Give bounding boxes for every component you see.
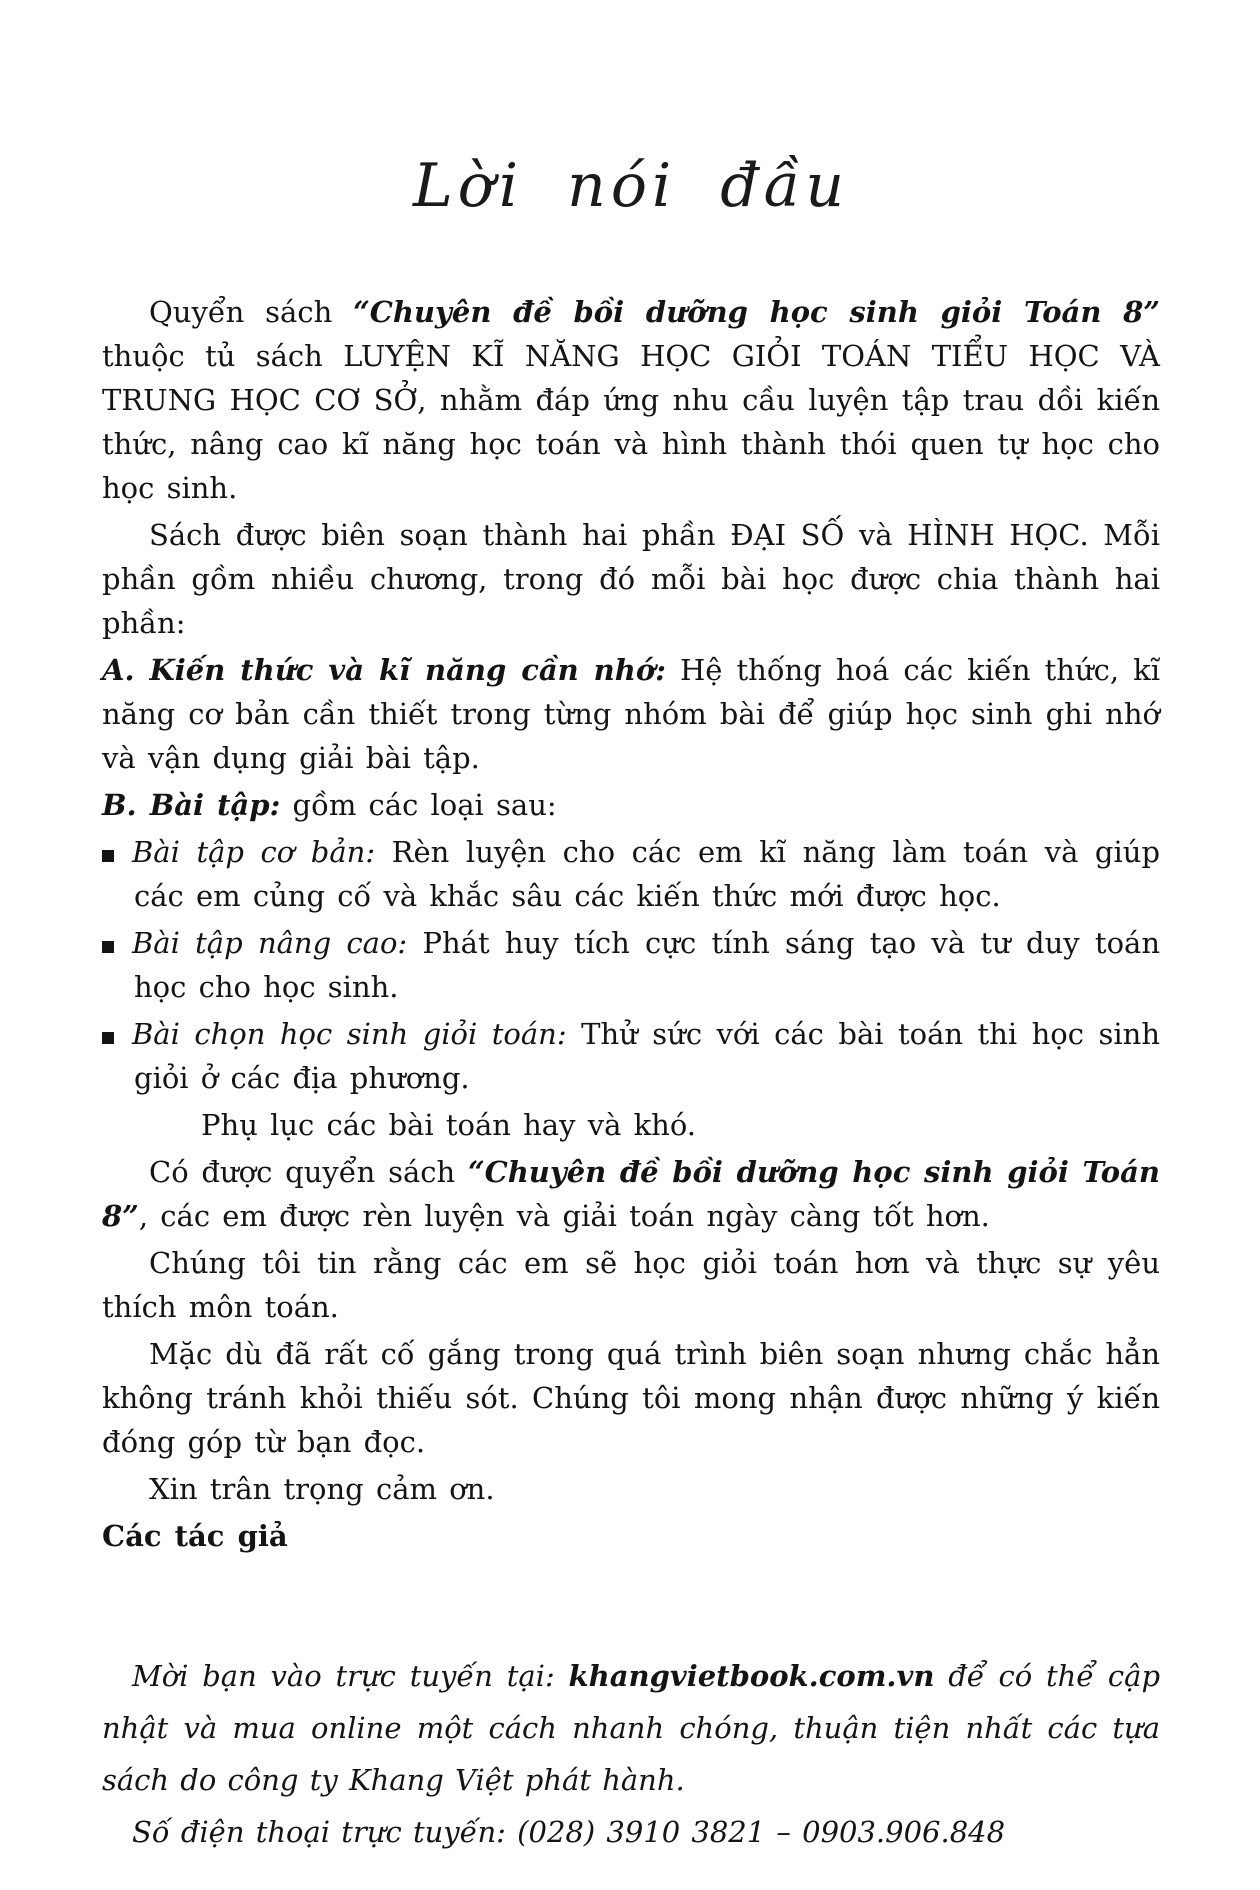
bullet-square-icon: [102, 1032, 114, 1044]
bullet-basic-text: Rèn luyện cho các em kĩ năng làm toán và giúp các em củng cố và khắc sâu các kiến thức mới được học.: [134, 835, 1161, 913]
bullet-item-contest: [102, 1012, 1160, 1100]
paragraph-structure: Sách được biên soạn thành hai phần ĐẠI SỐ và HÌNH HỌC. Mỗi phần gồm nhiều chương, trong đó mỗi bài học được chia thành hai phần:: [102, 518, 1160, 640]
section-b-text: gồm các loại sau:: [280, 788, 557, 822]
book-title-text: “Chuyên đề bồi dưỡng học sinh giỏi Toán 8”: [102, 1155, 1160, 1233]
intro-lead-text: Quyển sách: [149, 295, 354, 329]
section-b: [102, 783, 1160, 827]
website-text: khangvietbook.com.vn: [568, 1659, 935, 1693]
bullet-basic-label: Bài tập cơ bản:: [132, 835, 376, 869]
section-a-label: A. Kiến thức và kĩ năng cần nhớ:: [102, 653, 666, 687]
footer-online-note: [102, 1650, 1160, 1806]
section-a: [102, 648, 1160, 780]
publisher-footer: [102, 1650, 1160, 1858]
benefit-rest-text: , các em được rèn luyện và giải toán ngày càng tốt hơn.: [138, 1199, 990, 1233]
footer-phone-note: Số điện thoại trực tuyến: (028) 3910 3821 – 0903.906.848: [132, 1815, 1006, 1849]
book-title-text: “Chuyên đề bồi dưỡng học sinh giỏi Toán 8”: [353, 295, 1160, 329]
footer-lead-text: Mời bạn vào trực tuyến tại:: [132, 1659, 569, 1693]
bullet-contest-text: Thử sức với các bài toán thi học sinh giỏi ở các địa phương.: [134, 1017, 1160, 1095]
footer-rest-text: để có thể cập nhật và mua online một cách nhanh chóng, thuận tiện nhất các tựa sách do công ty Khang Việt phát hành.: [102, 1659, 1161, 1797]
paragraph-appendix: Phụ lục các bài toán hay và khó.: [201, 1108, 697, 1142]
bullet-item-basic: [102, 830, 1160, 918]
paragraph-thanks: Xin trân trọng cảm ơn.: [149, 1472, 495, 1506]
paragraph-apology: Mặc dù đã rất cố gắng trong quá trình biên soạn nhưng chắc hẳn không tránh khỏi thiếu sót. Chúng tôi mong nhận được những ý kiến đóng góp từ bạn đọc.: [102, 1337, 1160, 1459]
preface-body: [102, 290, 1160, 1558]
paragraph-benefit: [102, 1150, 1160, 1238]
intro-rest-text: thuộc tủ sách LUYỆN KĨ NĂNG HỌC GIỎI TOÁN TIỂU HỌC VÀ TRUNG HỌC CƠ SỞ, nhằm đáp ứng nhu cầu luyện tập trau dồi kiến thức, nâng cao kĩ năng học toán và hình thành thói quen tự học cho học sinh.: [102, 339, 1160, 505]
page-title: Lời nói đầu: [412, 151, 850, 221]
section-a-text: Hệ thống hoá các kiến thức, kĩ năng cơ bản cần thiết trong từng nhóm bài để giúp học sinh ghi nhớ và vận dụng giải bài tập.: [102, 653, 1160, 775]
bullet-square-icon: [102, 850, 114, 862]
paragraph-intro: [102, 290, 1160, 510]
bullet-contest-label: Bài chọn học sinh giỏi toán:: [132, 1017, 567, 1051]
bullet-advanced-label: Bài tập nâng cao:: [132, 926, 408, 960]
bullet-item-advanced: [102, 921, 1160, 1009]
bullet-advanced-text: Phát huy tích cực tính sáng tạo và tư duy toán học cho học sinh.: [134, 926, 1160, 1004]
authors-signature: Các tác giả: [102, 1519, 288, 1553]
bullet-square-icon: [102, 941, 114, 953]
section-b-label: B. Bài tập:: [102, 788, 281, 822]
paragraph-belief: Chúng tôi tin rằng các em sẽ học giỏi toán hơn và thực sự yêu thích môn toán.: [102, 1246, 1160, 1324]
benefit-lead-text: Có được quyển sách: [149, 1155, 468, 1189]
